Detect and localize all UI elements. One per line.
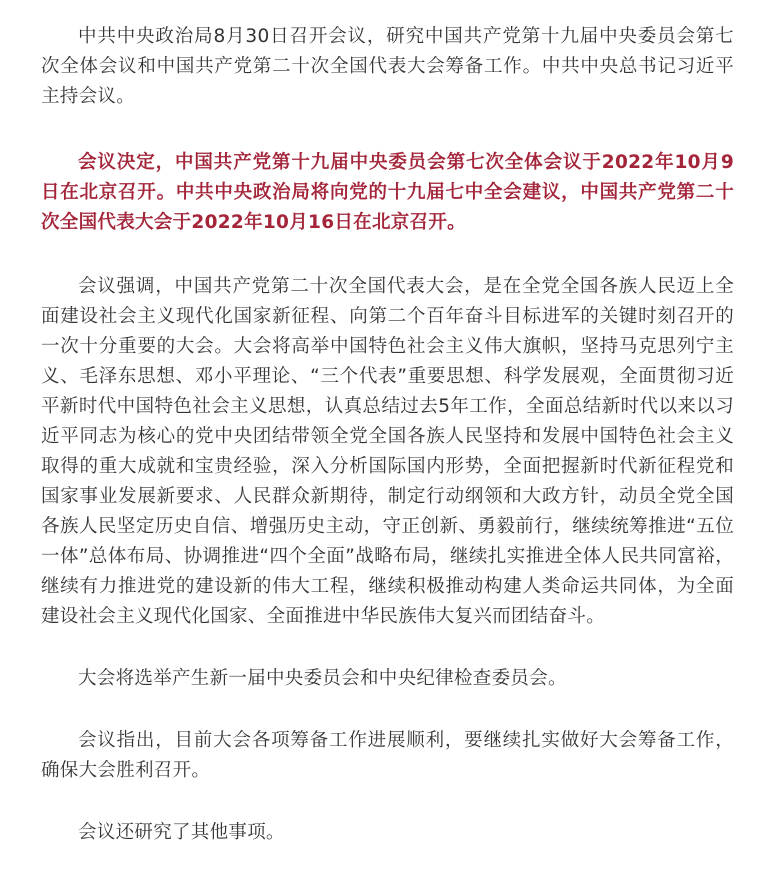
article-paragraph: 大会将选举产生新一届中央委员会和中央纪律检查委员会。 (78, 668, 567, 689)
article-paragraph: 会议指出，目前大会各项筹备工作进展顺利，要继续扎实做好大会筹备工作，确保大会胜利召开。 (41, 730, 734, 781)
article-paragraph: 会议强调，中国共产党第二十次全国代表大会，是在全党全国各族人民迈上全面建设社会主义现代化国家新征程、向第二个百年奋斗目标进军的关键时刻召开的一次十分重要的大会。大会将高举中国特色社会主义伟大旗帜，坚持马克思列宁主义、毛泽东思想、邓小平理论、“三个代表”重要思想、科学发展观，全面贯彻习近平新时代中国特色社会主义思想，认真总结过去5年工作，全面总结新时代以来以习近平同志为核心的党中央团结带领全党全国各族人民坚持和发展中国特色社会主义取得的重大成就和宝贵经验，深入分析国际国内形势，全面把握新时代新征程党和国家事业发展新要求、人民群众新期待，制定行动纲领和大政方针，动员全党全国各族人民坚定历史自信、增强历史主动，守正创新、勇毅前行，继续统筹推进“五位一体”总体布局、协调推进“四个全面”战略布局，继续扎实推进全体人民共同富裕，继续有力推进党的建设新的伟大工程，继续积极推动构建人类命运共同体，为全面建设社会主义现代化国家、全面推进中华民族伟大复兴而团结奋斗。 (41, 276, 734, 627)
article-body (41, 22, 734, 884)
article-paragraph-highlighted: 会议决定，中国共产党第十九届中央委员会第七次全体会议于2022年10月9日在北京召开。中共中央政治局将向党的十九届七中全会建议，中国共产党第二十次全国代表大会于2022年10月16日在北京召开。 (41, 152, 734, 233)
article-paragraph: 会议还研究了其他事项。 (78, 822, 285, 843)
article-paragraph: 中共中央政治局8月30日召开会议，研究中国共产党第十九届中央委员会第七次全体会议和中国共产党第二十次全国代表大会筹备工作。中共中央总书记习近平主持会议。 (41, 26, 734, 107)
